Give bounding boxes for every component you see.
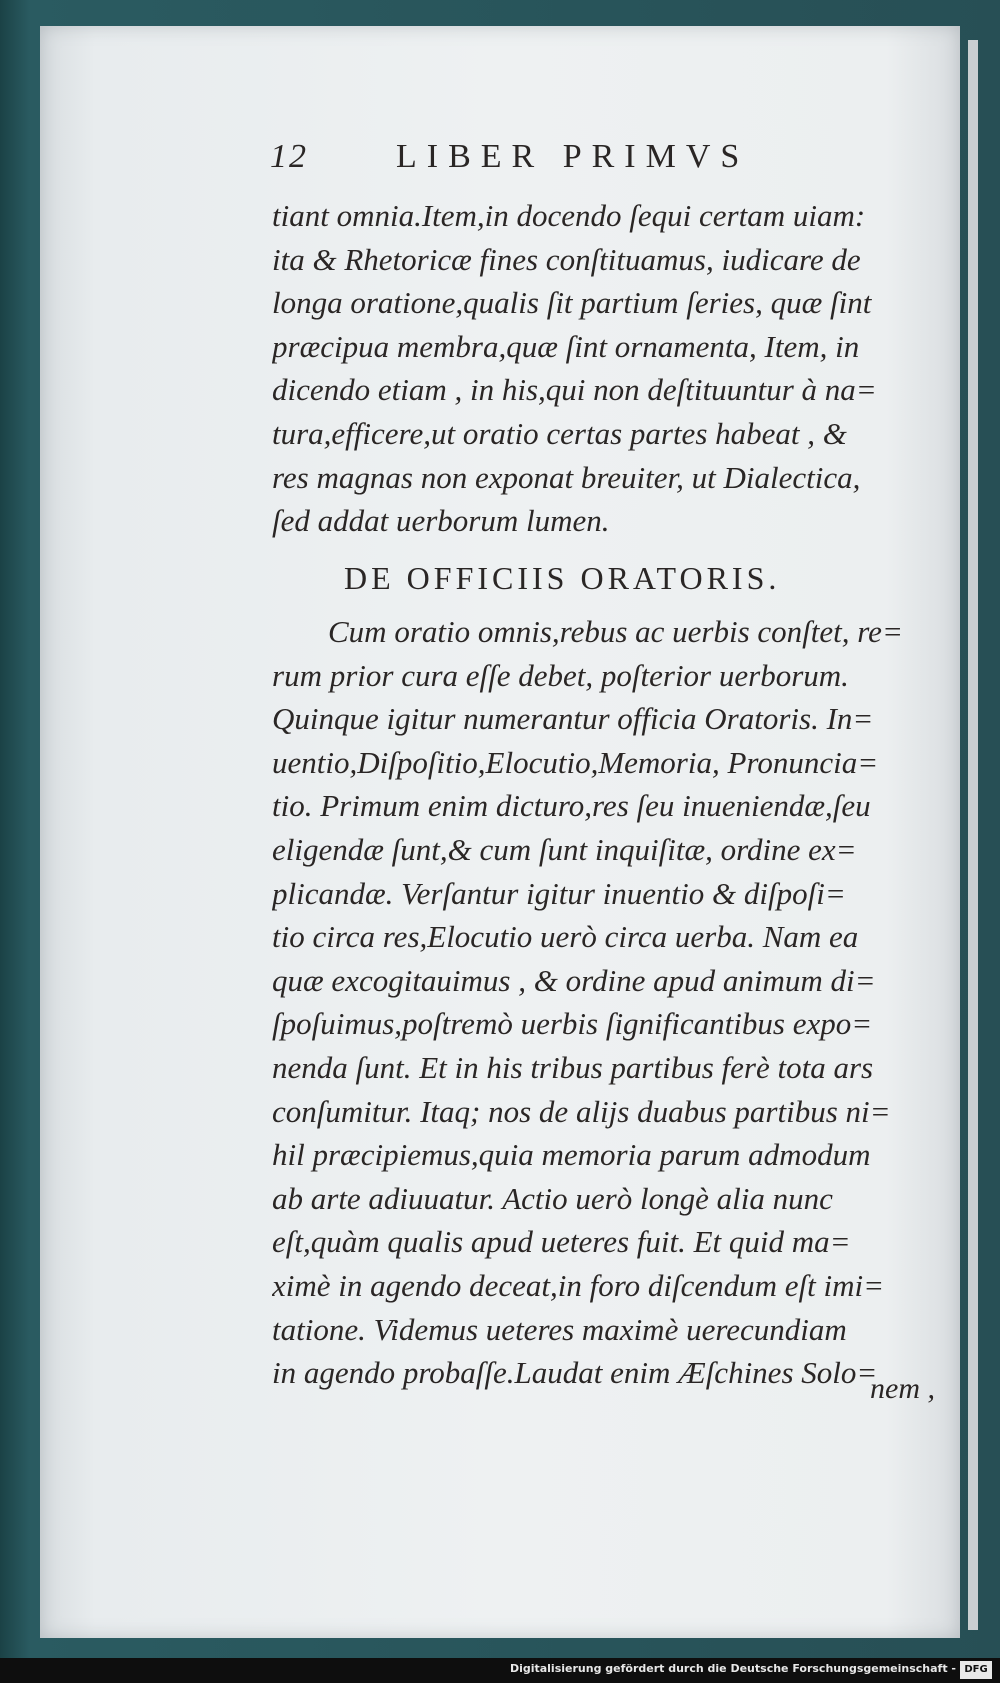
text-line: Quinque igitur numerantur officia Oratoris. In=: [272, 701, 874, 737]
text-line: tio circa res,Elocutio uerò circa uerba. Nam ea: [272, 919, 859, 955]
text-line: tatione. Videmus ueteres maximè uerecundiam: [272, 1311, 847, 1347]
text-line: ſpoſuimus,poſtremò uerbis ſignificantibus expo=: [272, 1006, 873, 1042]
text-line: rum prior cura eſſe debet, poſterior uerborum.: [272, 657, 849, 693]
catchword: nem ,: [870, 1372, 935, 1405]
text-line: in agendo probaſſe.Laudat enim Æſchines Solo=: [272, 1355, 878, 1391]
text-line: ſed addat uerborum lumen.: [272, 503, 610, 539]
text-line: ab arte adiuuatur. Actio uerò longè alia nunc: [272, 1180, 833, 1216]
text-line: ximè in agendo deceat,in foro diſcendum eſt imi=: [272, 1267, 885, 1303]
text-line: quæ excogitauimus , & ordine apud animum di=: [272, 962, 876, 998]
text-line: tura,efficere,ut oratio certas partes habeat , &: [272, 415, 847, 451]
text-line: hil præcipiemus,quia memoria parum admodum: [272, 1137, 871, 1173]
text-line: Cum oratio omnis,rebus ac uerbis conſtet, re=: [328, 614, 903, 649]
text-line: eligendæ ſunt,& cum ſunt inquiſitæ, ordine ex=: [272, 831, 857, 867]
page-edge: [968, 40, 978, 1630]
page-header: [270, 138, 800, 182]
text-line: tio. Primum enim dicturo,res ſeu inueniendæ,ſeu: [272, 788, 871, 824]
text-line: res magnas non exponat breuiter, ut Dialectica,: [272, 459, 861, 495]
running-title: LIBER PRIMVS: [396, 138, 750, 175]
text-line: nenda ſunt. Et in his tribus partibus ferè tota ars: [272, 1049, 874, 1085]
text-line: ita & Rhetoricæ fines conſtituamus, iudicare de: [272, 241, 861, 277]
text-line: plicandæ. Verſantur igitur inuentio & diſpoſi=: [272, 875, 846, 911]
text-line: longa oratione,qualis ſit partium ſeries, quæ ſint: [272, 285, 872, 321]
text-line: eſt,quàm qualis apud ueteres fuit. Et quid ma=: [272, 1224, 851, 1260]
page-number: 12: [270, 138, 308, 175]
funding-credit: Digitalisierung gefördert durch die Deutsche Forschungsgemeinschaft -: [509, 1662, 956, 1675]
footer-bar: [0, 1658, 1000, 1683]
text-line: dicendo etiam , in his,qui non deſtituuntur à na=: [272, 372, 877, 408]
text-line: tiant omnia.Item,in docendo ſequi certam uiam:: [272, 198, 866, 233]
paragraph-2: [272, 610, 937, 1395]
text-line: uentio,Diſpoſitio,Elocutio,Memoria, Pronuncia=: [272, 744, 879, 780]
text-line: conſumitur. Itaq; nos de alijs duabus partibus ni=: [272, 1093, 891, 1129]
dfg-logo: DFG: [960, 1661, 992, 1679]
text-line: præcipua membra,quæ ſint ornamenta, Item, in: [272, 328, 860, 364]
section-heading: DE OFFICIIS ORATORIS.: [344, 560, 781, 596]
paragraph-1: [272, 194, 937, 543]
